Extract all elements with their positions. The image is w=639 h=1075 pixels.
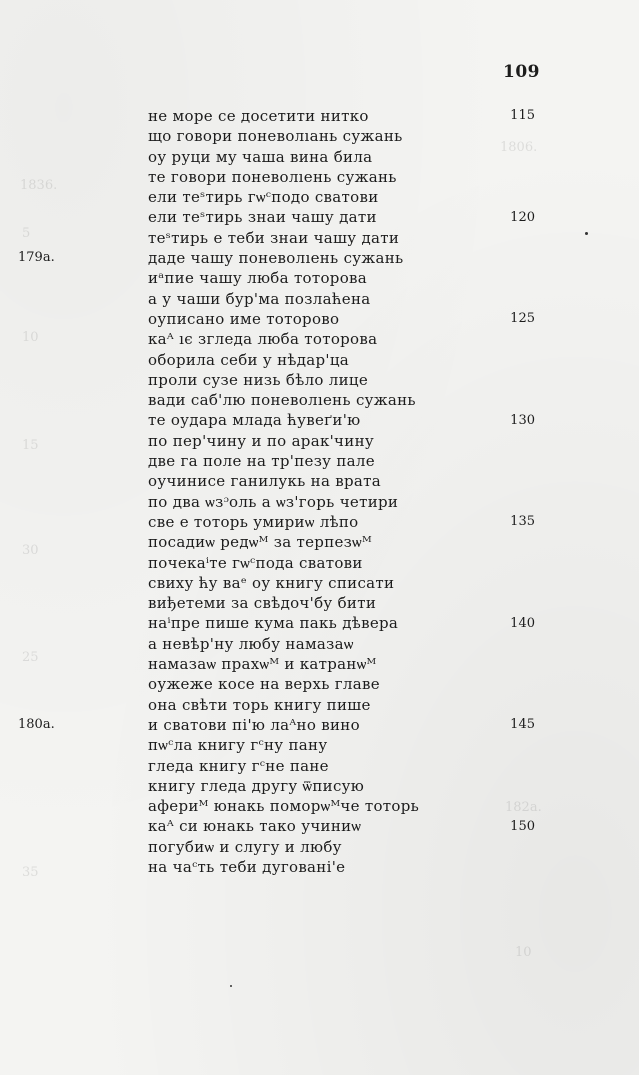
verse-line: иᵃпие чашу люба тоторова [148, 269, 368, 288]
verse-line: не море се досетити нитко [148, 107, 369, 125]
verse-line: проли сузе низь бѣло лице [148, 370, 369, 389]
verse-line: вади саб'лю поневолıень сужань [148, 391, 416, 410]
verse-line: оу руци му чаша вина била [148, 147, 373, 166]
folio-marker: 180a. [18, 717, 55, 732]
line-number: 115 [510, 108, 535, 123]
verse-line: оучинисе ганилукь на врата [148, 472, 382, 491]
verse-line: а у чаши бур'ма позлаћена [148, 289, 371, 308]
line-number: 120 [510, 209, 535, 225]
line-number: 135 [510, 514, 535, 529]
bleed-through-text: 1806. [500, 140, 538, 155]
line-number: 130 [510, 412, 535, 428]
verse-line: почекаⁱте гѡᶜпода сватови [148, 553, 363, 572]
verse-line: каᴬ ıє зглeда люба тоторова [148, 330, 378, 349]
verse-line: оуписано име тоторово [148, 309, 340, 328]
verse-line: две га поле на тр'пезу пале [148, 452, 375, 471]
verse-line: те оудара млада ћувеґи'ю [148, 411, 361, 430]
verse-line: що говори поневолıань сужань [148, 127, 403, 146]
line-number: 145 [510, 717, 535, 732]
verse-line: ели теˢтирь гѡᶜподо сватови [148, 188, 379, 207]
bleed-through-text: 15 [22, 438, 39, 453]
verse-line: посадиѡ редѡᴹ за терпезѡᴹ [148, 533, 372, 552]
verse-line: намазаѡ прахѡᴹ и катранѡᴹ [148, 655, 377, 674]
verse-line: и сватови пі'ю лаᴬно вино [148, 715, 360, 734]
verse-line: даде чашу поневолıень сужань [148, 249, 404, 268]
verse-line: каᴬ си юнакь тако учиниѡ [148, 817, 362, 836]
verse-line: она свѣти торь книгу пише [148, 695, 371, 714]
bleed-through-text: 25 [22, 650, 39, 665]
bleed-through-text: 30 [22, 543, 39, 558]
page-number: 109 [503, 62, 540, 82]
verse-line: погубиѡ и слугу и любу [148, 837, 342, 856]
verse-line: теˢтирь е теби знаи чашу дати [148, 228, 400, 247]
verse-line: пѡᶜла книгу гᶜну пану [148, 736, 328, 755]
verse-line: афериᴹ юнакь поморѡᴹче тоторь [148, 797, 420, 816]
bleed-through-text: 1836. [20, 178, 58, 193]
folio-marker: 179a. [18, 250, 55, 266]
verse-line: те говори поневолıень сужань [148, 167, 397, 186]
verse-line: по два ѡзᵓоль а ѡз'горь четири [148, 492, 399, 511]
verse-line: на чаᶜть теби дуговані'е [148, 857, 346, 876]
verse-line: книгу гледа другу ѿписую [148, 776, 365, 795]
line-number: 140 [510, 615, 535, 631]
bleed-through-text: 10 [22, 330, 39, 345]
line-number: 125 [510, 311, 535, 326]
ink-speck [230, 985, 232, 987]
line-number: 150 [510, 818, 535, 834]
verse-line: све е тоторь умириѡ лѣпо [148, 512, 359, 531]
bleed-through-text: 35 [22, 865, 39, 880]
verse-line: свиху ћу ваᵉ оу книгу списати [148, 573, 395, 592]
verse-line: наⁱпре пише кума пакь дѣвера [148, 614, 399, 633]
verse-line: оужеже косе на верхь главе [148, 675, 380, 694]
bleed-through-text: 10 [515, 945, 532, 960]
ink-speck [585, 232, 588, 235]
verse-line: гледа книгу гᶜне пане [148, 756, 329, 775]
verse-line: а невѣр'ну любу намазаѡ [148, 634, 354, 653]
verse-text-block [148, 106, 419, 877]
verse-line: по пер'чину и по арак'чину [148, 431, 374, 450]
verse-line: оборила себи у нѣдар'ца [148, 350, 350, 369]
verse-line: виђетеми за свѣдоч'бу бити [148, 594, 377, 613]
verse-line: ели теˢтирь знаи чашу дати [148, 208, 377, 227]
bleed-through-text: 5 [22, 226, 31, 241]
bleed-through-text: 182a. [505, 800, 542, 815]
